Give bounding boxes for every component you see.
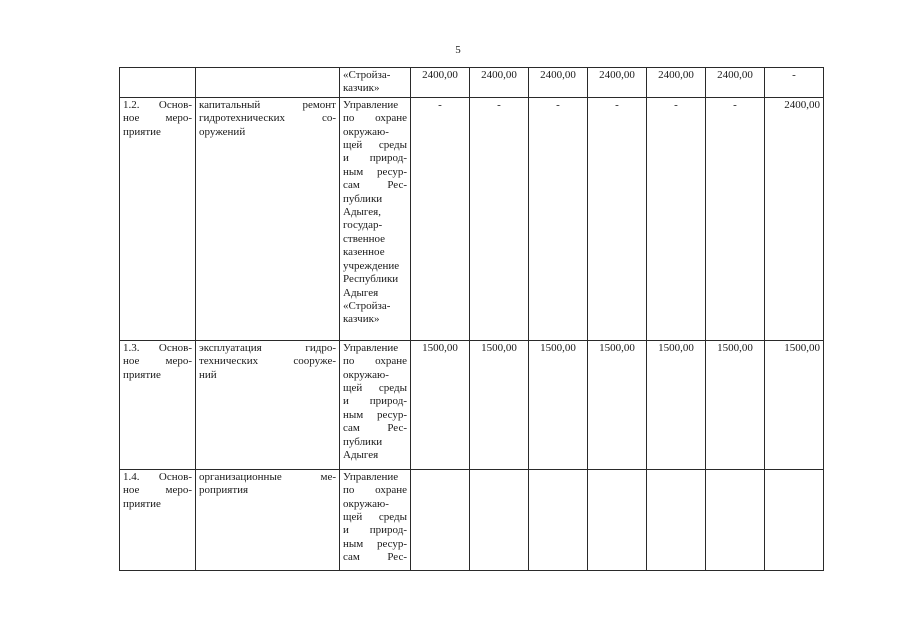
table-row	[120, 340, 824, 469]
executor-line: щей среды	[343, 511, 407, 524]
value-cell	[529, 469, 588, 570]
activity-name-line: эксплуатация гидро-	[199, 341, 336, 354]
table-row	[120, 68, 824, 98]
activity-name-line: организационные ме-	[199, 470, 336, 483]
activity-number-line: ное меро-	[123, 484, 192, 497]
executor-line: «Стройза-	[343, 69, 391, 81]
executor-line: и природ-	[343, 524, 407, 537]
activity-number-cell	[120, 68, 196, 98]
page-number: 5	[455, 44, 461, 56]
value-cell: 1500,00	[647, 340, 706, 469]
value-cell	[470, 469, 529, 570]
executor-line: окружаю-	[343, 497, 389, 510]
executor-line: «Стройза-	[343, 299, 391, 312]
executor-line: и природ-	[343, 395, 407, 408]
activity-number-line: приятие	[123, 497, 161, 510]
value-cell	[706, 469, 765, 570]
executor-line: ным ресур-	[343, 408, 407, 421]
executor-line: учреждение	[343, 259, 400, 272]
value-cell: 2400,00	[765, 97, 824, 340]
value-cell: 1500,00	[588, 340, 647, 469]
value-cell: 1500,00	[529, 340, 588, 469]
executor-line: по охране	[343, 112, 407, 125]
activity-number-line: ное меро-	[123, 112, 192, 125]
executor-line: ственное	[343, 232, 385, 245]
activity-number-line: 1.4. Основ-	[123, 470, 192, 483]
executor-line: щей среды	[343, 139, 407, 152]
value-cell: 2400,00	[529, 68, 588, 98]
value-cell: 1500,00	[411, 340, 470, 469]
executor-line: сам Рес-	[343, 422, 407, 435]
executor-line: и природ-	[343, 152, 407, 165]
activity-number-line: 1.3. Основ-	[123, 341, 192, 354]
activity-name-line: ний	[199, 368, 217, 381]
value-cell: -	[588, 97, 647, 340]
executor-line: Адыгея	[343, 286, 379, 299]
executor-line: Республики	[343, 273, 399, 286]
executor-line: Управление	[343, 470, 399, 483]
activity-name-line: роприятия	[199, 484, 249, 497]
activity-name-line: оружений	[199, 125, 246, 138]
executor-line: казчик»	[343, 313, 380, 326]
activity-name-cell	[196, 469, 340, 570]
activity-number-line: 1.2. Основ-	[123, 98, 192, 111]
executor-line: публики	[343, 435, 383, 448]
activity-name-line: гидротехнических со-	[199, 112, 336, 125]
executor-cell	[340, 68, 411, 98]
executor-line: Управление	[343, 98, 399, 111]
executor-line: ным ресур-	[343, 537, 407, 550]
value-cell	[647, 469, 706, 570]
executor-line: Адыгея,	[343, 206, 381, 219]
activity-name-cell	[196, 97, 340, 340]
activity-number-line: ное меро-	[123, 355, 192, 368]
program-activities-table	[119, 67, 824, 571]
value-cell: -	[529, 97, 588, 340]
value-cell: -	[706, 97, 765, 340]
value-cell: -	[647, 97, 706, 340]
activity-number-line: приятие	[123, 125, 161, 138]
value-cell: 2400,00	[706, 68, 765, 98]
table-row	[120, 97, 824, 340]
value-cell: 2400,00	[411, 68, 470, 98]
value-cell	[411, 469, 470, 570]
value-cell: 1500,00	[470, 340, 529, 469]
value-cell: 2400,00	[647, 68, 706, 98]
executor-line: окружаю-	[343, 368, 389, 381]
value-cell: 1500,00	[706, 340, 765, 469]
value-cell: -	[470, 97, 529, 340]
activity-name-line: капитальный ремонт	[199, 98, 336, 111]
value-cell	[765, 469, 824, 570]
executor-line: государ-	[343, 219, 383, 232]
activity-name-cell	[196, 68, 340, 98]
activity-name-line: технических сооруже-	[199, 355, 336, 368]
executor-line: казенное	[343, 246, 385, 259]
value-cell	[588, 469, 647, 570]
value-cell: 2400,00	[470, 68, 529, 98]
executor-line: щей среды	[343, 382, 407, 395]
table-row	[120, 469, 824, 570]
executor-line: сам Рес-	[343, 179, 407, 192]
value-cell: 2400,00	[588, 68, 647, 98]
activity-number-cell	[120, 469, 196, 570]
activity-number-cell	[120, 340, 196, 469]
executor-line: по охране	[343, 355, 407, 368]
executor-cell	[340, 469, 411, 570]
value-cell: -	[765, 68, 824, 98]
executor-line: окружаю-	[343, 125, 389, 138]
executor-cell	[340, 97, 411, 340]
executor-line: Адыгея	[343, 449, 379, 462]
activity-name-cell	[196, 340, 340, 469]
value-cell: 1500,00	[765, 340, 824, 469]
executor-line: сам Рес-	[343, 551, 407, 564]
executor-cell	[340, 340, 411, 469]
activity-number-line: приятие	[123, 368, 161, 381]
executor-line: по охране	[343, 484, 407, 497]
executor-line: Управление	[343, 341, 399, 354]
executor-line: ным ресур-	[343, 165, 407, 178]
executor-line: публики	[343, 192, 383, 205]
activity-number-cell	[120, 97, 196, 340]
value-cell: -	[411, 97, 470, 340]
executor-line: казчик»	[343, 82, 380, 95]
